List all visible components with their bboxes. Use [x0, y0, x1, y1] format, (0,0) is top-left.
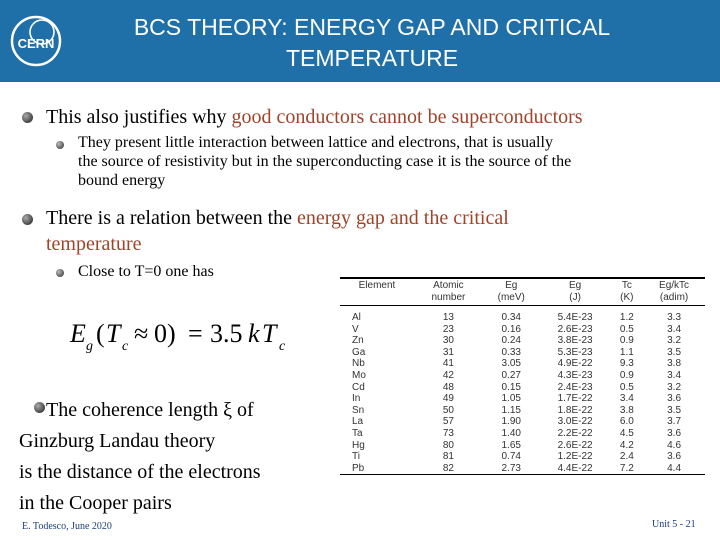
table-row — [340, 347, 705, 359]
table-cell: 3.05 — [501, 358, 521, 370]
table-cell: Cd — [352, 381, 365, 393]
table-cell: 4.5 — [619, 427, 634, 439]
table-row — [340, 324, 705, 336]
table-cell: La — [352, 416, 364, 428]
slide-title — [82, 12, 662, 74]
title-line-2: TEMPERATURE — [285, 45, 459, 71]
svg-text:(: ( — [96, 319, 105, 348]
svg-text:E: E — [70, 319, 86, 348]
table-cell: 41 — [442, 358, 454, 370]
table-cell: 3.6 — [667, 427, 682, 439]
table-cell: 57 — [442, 416, 454, 428]
table-header-cell: Element — [340, 278, 414, 306]
table-cell: 1.90 — [501, 416, 521, 428]
bullet-coherence-length: The coherence length ξ of Ginzburg Landau theory is the distance of the electrons in the Cooper pairs — [19, 399, 261, 514]
table-cell: 4.4 — [643, 463, 705, 475]
table-cell: Ga — [352, 346, 366, 358]
table-cell: 4.6 — [667, 439, 682, 451]
table-cell: 0.27 — [501, 369, 521, 381]
sub-bullet-icon — [56, 141, 64, 149]
table-cell: 4.9E-22 — [557, 358, 593, 370]
bullet-energy-gap-relation: There is a relation between the energy gap and the critical temperature — [46, 207, 509, 255]
sub-bullet-close-to-zero: Close to T=0 one has — [78, 263, 214, 280]
table-cell: Hg — [352, 439, 365, 451]
table-cell: 1.2 — [619, 312, 634, 323]
table-cell: Al — [352, 312, 361, 323]
table-cell: Nb — [352, 358, 365, 370]
table-cell: 0.33 — [501, 346, 521, 358]
table-cell: 3.8 — [619, 404, 634, 416]
svg-text:T: T — [106, 319, 121, 348]
table-cell: 1.8E-22 — [557, 404, 593, 416]
table-cell: 2.6E-22 — [557, 439, 593, 451]
table-cell: 30 — [442, 335, 454, 347]
table-cell: 3.2 — [667, 381, 682, 393]
table-cell: 80 — [442, 439, 454, 451]
table-cell: Sn — [352, 404, 365, 416]
table-cell: 7.2 — [611, 463, 644, 475]
table-cell: 9.3 — [619, 358, 634, 370]
svg-text:c: c — [279, 339, 286, 354]
table-cell: 49 — [442, 393, 454, 405]
table-cell: 1.05 — [501, 393, 521, 405]
svg-text:≈: ≈ — [134, 319, 149, 348]
svg-text:3.5: 3.5 — [210, 319, 243, 348]
table-cell: 3.8 — [667, 358, 682, 370]
table-cell: 0.15 — [501, 381, 521, 393]
header-bar — [0, 0, 720, 82]
energy-gap-formula — [66, 312, 306, 362]
table-cell: 5.3E-23 — [557, 346, 593, 358]
table-cell: 1.7E-22 — [557, 393, 593, 405]
table-header-cell: Tc (K) — [611, 278, 644, 306]
svg-text:=: = — [188, 319, 203, 348]
table-cell: 0.34 — [501, 312, 521, 323]
table-cell: Ta — [352, 427, 363, 439]
table-row — [340, 335, 705, 347]
table-cell: 2.4 — [619, 451, 634, 463]
table-cell: 3.5 — [667, 346, 682, 358]
slide-number: Unit 5 - 21 — [652, 519, 696, 530]
table-cell: 4.4E-22 — [540, 463, 611, 475]
table-row — [340, 440, 705, 452]
table-cell: 2.73 — [483, 463, 540, 475]
table-cell: 2.4E-23 — [557, 381, 593, 393]
table-row — [340, 382, 705, 394]
table-cell: 2.6E-23 — [557, 323, 593, 335]
table-cell: 1.2E-22 — [557, 451, 593, 463]
sub-bullet-interaction: They present little interaction between lattice and electrons, that is usually the source of resistivity but in the superconducting case it is the source of the bound energy — [78, 134, 572, 189]
bullet-icon — [22, 214, 33, 225]
svg-text:0): 0) — [154, 319, 176, 348]
table-row — [340, 393, 705, 405]
table-cell: 3.2 — [667, 335, 682, 347]
table-cell: 0.5 — [619, 323, 634, 335]
table-row — [340, 451, 705, 463]
table-cell: 0.9 — [619, 369, 634, 381]
table-cell: 6.0 — [619, 416, 634, 428]
table-cell: 0.24 — [501, 335, 521, 347]
table-cell: 50 — [442, 404, 454, 416]
table-cell: 31 — [442, 346, 454, 358]
table-row — [340, 405, 705, 417]
table-row — [340, 428, 705, 440]
table-cell: 3.4 — [667, 323, 682, 335]
table-cell: 3.4 — [667, 369, 682, 381]
table-cell: 3.0E-22 — [557, 416, 593, 428]
table-cell: 5.4E-23 — [557, 312, 593, 323]
table-cell: 3.7 — [667, 416, 682, 428]
table-cell: 82 — [414, 463, 483, 475]
table-cell: 73 — [442, 427, 454, 439]
table-row — [340, 463, 705, 475]
svg-text:g: g — [86, 339, 93, 354]
table-header-cell: Eg (meV) — [483, 278, 540, 306]
table-cell: 3.5 — [667, 404, 682, 416]
svg-text:CERN: CERN — [17, 36, 55, 51]
table-cell: 1.1 — [619, 346, 634, 358]
table-cell: 23 — [442, 323, 454, 335]
svg-text:T: T — [262, 319, 277, 348]
table-row — [340, 358, 705, 370]
table-header-cell: Eg (J) — [540, 278, 611, 306]
table-cell: 1.65 — [501, 439, 521, 451]
table-cell: 0.74 — [501, 451, 521, 463]
table-row — [340, 416, 705, 428]
table-row — [340, 306, 705, 324]
table-cell: 13 — [442, 312, 454, 323]
table-cell: Mo — [352, 369, 366, 381]
table-cell: 3.8E-23 — [557, 335, 593, 347]
table-cell: 3.3 — [667, 312, 682, 323]
table-cell: Pb — [340, 463, 414, 475]
bullet-good-conductors: This also justifies why good conductors cannot be superconductors — [46, 106, 583, 128]
table-cell: 0.16 — [501, 323, 521, 335]
table-cell: 42 — [442, 369, 454, 381]
table-cell: 3.4 — [619, 393, 634, 405]
svg-text:c: c — [122, 339, 129, 354]
table-cell: 1.15 — [501, 404, 521, 416]
table-cell: 81 — [442, 451, 454, 463]
table-cell: 1.40 — [501, 427, 521, 439]
table-cell: V — [352, 323, 359, 335]
table-cell: 4.2 — [619, 439, 634, 451]
superconductor-data-table — [340, 277, 705, 505]
table-cell: 3.6 — [667, 393, 682, 405]
table-header-cell: Eg/kTc (adim) — [643, 278, 705, 306]
table-cell: 0.9 — [619, 335, 634, 347]
svg-text:k: k — [248, 319, 260, 348]
author-footer: E. Todesco, June 2020 — [22, 521, 112, 532]
table-cell: 4.3E-23 — [557, 369, 593, 381]
table-cell: 3.6 — [667, 451, 682, 463]
table-cell: Ti — [352, 451, 360, 463]
table-cell: 0.5 — [619, 381, 634, 393]
table-header-cell: Atomic number — [414, 278, 483, 306]
cern-logo — [4, 8, 68, 72]
table-cell: 48 — [442, 381, 454, 393]
table-cell: In — [352, 393, 361, 405]
table-row — [340, 370, 705, 382]
table-cell: Zn — [352, 335, 364, 347]
sub-bullet-icon — [56, 269, 64, 277]
table-cell: 2.2E-22 — [557, 427, 593, 439]
bullet-icon — [22, 112, 33, 123]
title-line-1: BCS THEORY: ENERGY GAP AND CRITICAL — [133, 14, 611, 40]
